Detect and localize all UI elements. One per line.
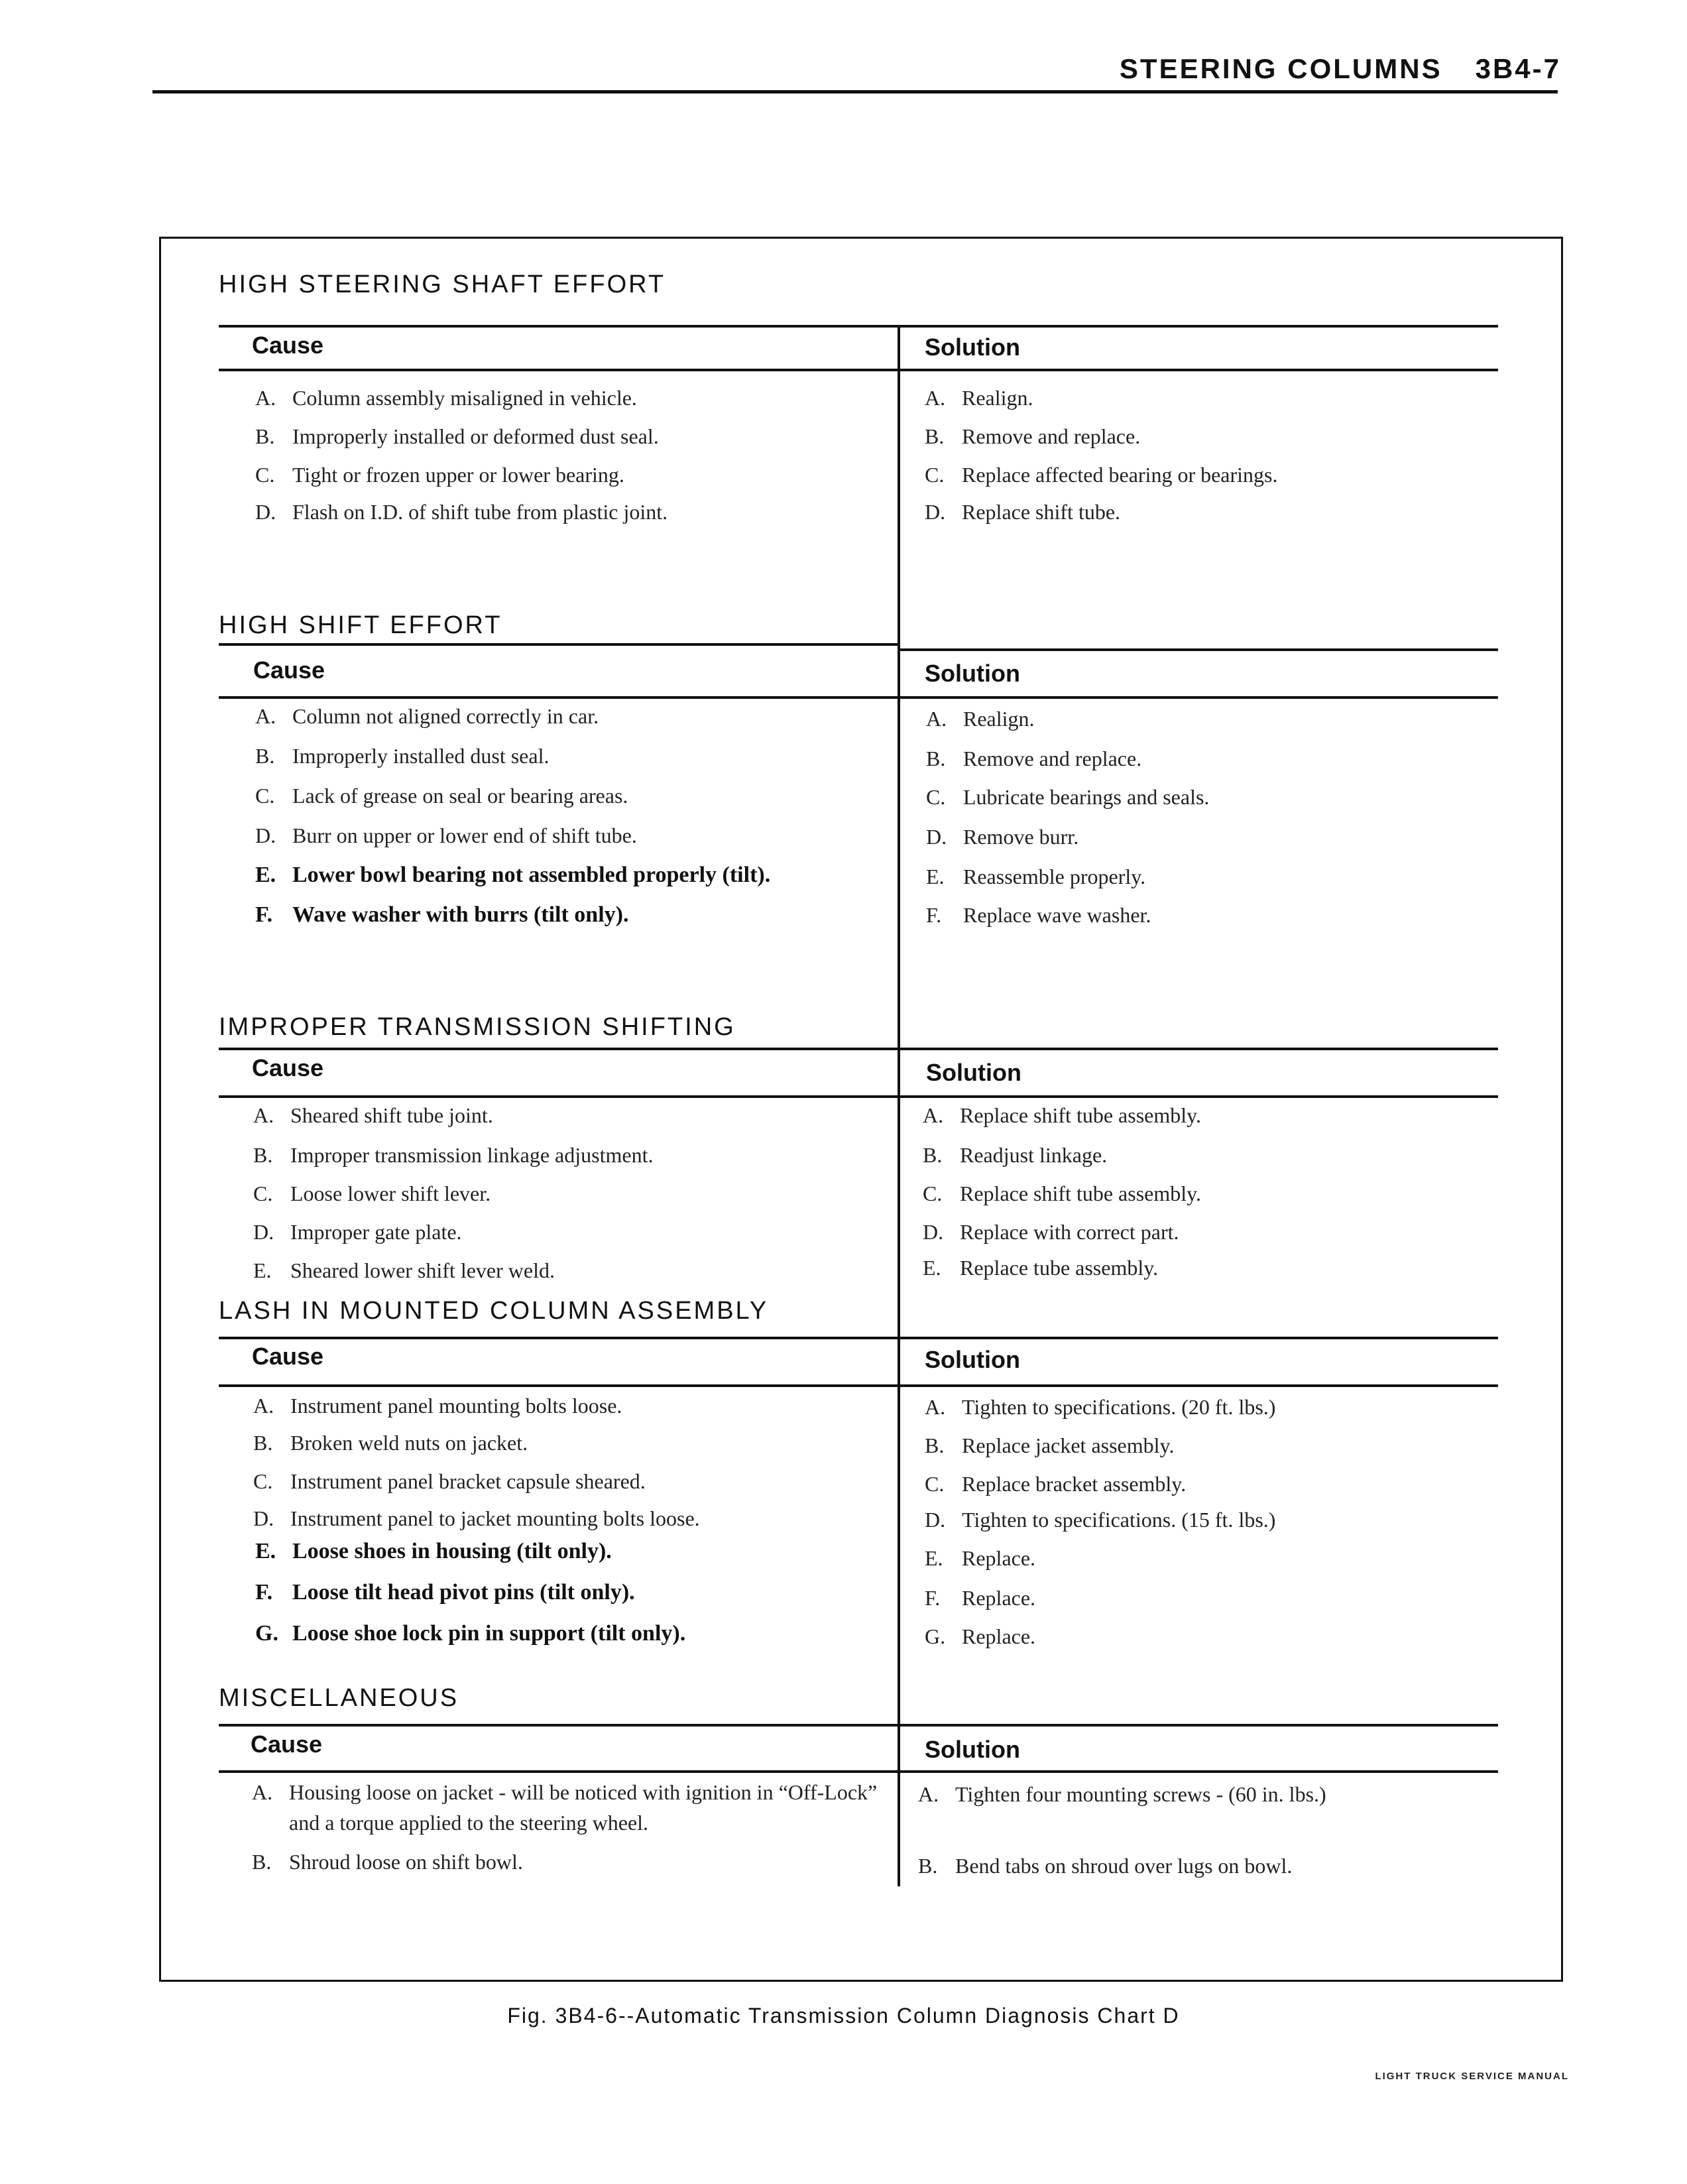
table-row <box>0 1849 1687 1878</box>
page-header <box>1120 53 1561 85</box>
section-title: HIGH SHIFT EFFORT <box>219 611 502 639</box>
cause-cell: D. Burr on upper or lower end of shift tube. <box>255 823 637 847</box>
table-row <box>0 822 1687 849</box>
table-rule <box>219 1724 1498 1727</box>
table-row <box>0 743 1687 769</box>
table-row <box>0 423 1687 450</box>
section-title: LASH IN MOUNTED COLUMN ASSEMBLY <box>219 1297 769 1325</box>
table-row <box>0 1468 1687 1494</box>
table-row <box>0 499 1687 525</box>
solution-cell: C. Replace affected bearing or bearings. <box>925 463 1278 487</box>
cause-cell: D. Flash on I.D. of shift tube from plastic joint. <box>255 500 668 524</box>
solution-header: Solution <box>925 1736 1020 1763</box>
solution-cell: E. Replace tube assembly. <box>923 1256 1159 1280</box>
cause-header: Cause <box>252 332 324 359</box>
table-rule <box>219 1384 1498 1387</box>
solution-cell: G. Replace. <box>925 1624 1036 1648</box>
solution-cell: D. Tighten to specifications. (15 ft. lbs.) <box>925 1508 1276 1532</box>
footer-label: LIGHT TRUCK SERVICE MANUAL <box>1375 2071 1569 2082</box>
cause-cell: A. Housing loose on jacket - will be noticed with ignition in “Off-Lock” and a torque applied to the steering wheel. <box>252 1780 878 1835</box>
cause-cell: F. Wave washer with burrs (tilt only). <box>255 902 629 927</box>
cause-cell: C. Lack of grease on seal or bearing areas. <box>255 784 628 808</box>
cause-cell: A. Column assembly misaligned in vehicle. <box>255 386 637 410</box>
cause-cell: A. Column not aligned correctly in car. <box>255 704 599 728</box>
table-row <box>0 1620 1687 1647</box>
table-row <box>0 1219 1687 1245</box>
table-rule <box>219 1337 1498 1339</box>
table-row <box>0 703 1687 729</box>
table-row <box>0 1180 1687 1207</box>
solution-cell: A. Tighten to specifications. (20 ft. lbs.) <box>925 1395 1276 1419</box>
solution-cell: B. Replace jacket assembly. <box>925 1433 1175 1457</box>
table-rule <box>219 643 900 646</box>
section-title: HIGH STEERING SHAFT EFFORT <box>219 271 666 298</box>
solution-cell: C. Replace shift tube assembly. <box>923 1182 1202 1205</box>
table-rule <box>219 325 1498 328</box>
table-row <box>0 862 1687 888</box>
table-rule <box>219 369 1498 371</box>
table-row <box>0 1429 1687 1456</box>
solution-cell: D. Replace shift tube. <box>925 500 1121 524</box>
cause-cell: B. Improperly installed or deformed dust seal. <box>255 424 659 448</box>
solution-cell: A. Tighten four mounting screws - (60 in. lbs.) <box>918 1782 1326 1806</box>
cause-cell: B. Shroud loose on shift bowl. <box>252 1850 523 1874</box>
table-row <box>0 902 1687 928</box>
table-row <box>0 1538 1687 1570</box>
table-row <box>0 782 1687 809</box>
solution-header: Solution <box>925 660 1020 687</box>
solution-cell: B. Bend tabs on shroud over lugs on bowl. <box>918 1854 1293 1878</box>
cause-cell: C. Instrument panel bracket capsule sheared. <box>253 1469 646 1493</box>
cause-header: Cause <box>251 1730 323 1758</box>
cause-cell: D. Improper gate plate. <box>253 1220 462 1244</box>
section-title: MISCELLANEOUS <box>219 1684 459 1712</box>
cause-cell: E. Lower bowl bearing not assembled properly (tilt). <box>255 863 771 887</box>
section-title: IMPROPER TRANSMISSION SHIFTING <box>219 1013 736 1041</box>
solution-cell: A. Replace shift tube assembly. <box>923 1103 1202 1127</box>
table-rule <box>219 1095 1498 1098</box>
cause-cell: F. Loose tilt head pivot pins (tilt only). <box>255 1580 635 1605</box>
cause-cell: C. Tight or frozen upper or lower bearing. <box>255 463 624 487</box>
cause-header: Cause <box>253 656 325 684</box>
cause-cell: B. Improperly installed dust seal. <box>255 744 550 768</box>
solution-cell: D. Remove burr. <box>926 825 1079 849</box>
table-row <box>0 1102 1687 1128</box>
solution-cell: A. Realign. <box>926 707 1035 731</box>
solution-cell: C. Replace bracket assembly. <box>925 1472 1187 1496</box>
solution-cell: B. Remove and replace. <box>925 424 1141 448</box>
cause-cell: E. Sheared lower shift lever weld. <box>253 1258 555 1282</box>
solution-cell: B. Readjust linkage. <box>923 1143 1108 1167</box>
table-row <box>0 1142 1687 1168</box>
table-rule <box>219 1048 1498 1050</box>
solution-cell: B. Remove and replace. <box>926 747 1142 770</box>
cause-cell: B. Improper transmission linkage adjustment. <box>253 1143 654 1167</box>
section-heading: STEERING COLUMNS <box>1119 53 1442 84</box>
cause-cell: G. Loose shoe lock pin in support (tilt only). <box>255 1621 686 1646</box>
solution-cell: F. Replace wave washer. <box>926 903 1151 927</box>
table-row <box>0 385 1687 411</box>
table-row <box>0 1392 1687 1419</box>
cause-cell: E. Loose shoes in housing (tilt only). <box>255 1539 612 1563</box>
solution-cell: E. Replace. <box>925 1546 1036 1570</box>
header-rule <box>152 90 1558 93</box>
cause-header: Cause <box>252 1343 324 1370</box>
table-row <box>0 1257 1687 1284</box>
solution-cell: E. Reassemble properly. <box>926 865 1146 888</box>
cause-cell: A. Sheared shift tube joint. <box>253 1103 493 1127</box>
cause-cell: D. Instrument panel to jacket mounting bolts loose. <box>253 1506 700 1530</box>
table-rule <box>219 696 1498 699</box>
table-rule <box>219 1770 1498 1773</box>
cause-cell: A. Instrument panel mounting bolts loose. <box>253 1394 622 1418</box>
solution-cell: F. Replace. <box>925 1586 1036 1610</box>
solution-cell: A. Realign. <box>925 386 1033 410</box>
solution-header: Solution <box>925 334 1020 361</box>
figure-caption: Fig. 3B4-6--Automatic Transmission Column Diagnosis Chart D <box>507 2004 1180 2028</box>
table-row <box>0 1505 1687 1532</box>
table-row <box>0 1777 1687 1843</box>
table-row <box>0 461 1687 488</box>
cause-header: Cause <box>252 1054 324 1081</box>
solution-cell: C. Lubricate bearings and seals. <box>926 785 1210 809</box>
solution-header: Solution <box>925 1346 1020 1373</box>
cause-cell: C. Loose lower shift lever. <box>253 1182 491 1205</box>
solution-header: Solution <box>926 1059 1021 1086</box>
page-number: 3B4-7 <box>1475 53 1561 84</box>
solution-cell: D. Replace with correct part. <box>923 1220 1179 1244</box>
table-row <box>0 1579 1687 1610</box>
table-rule <box>898 648 1498 651</box>
cause-cell: B. Broken weld nuts on jacket. <box>253 1431 528 1455</box>
